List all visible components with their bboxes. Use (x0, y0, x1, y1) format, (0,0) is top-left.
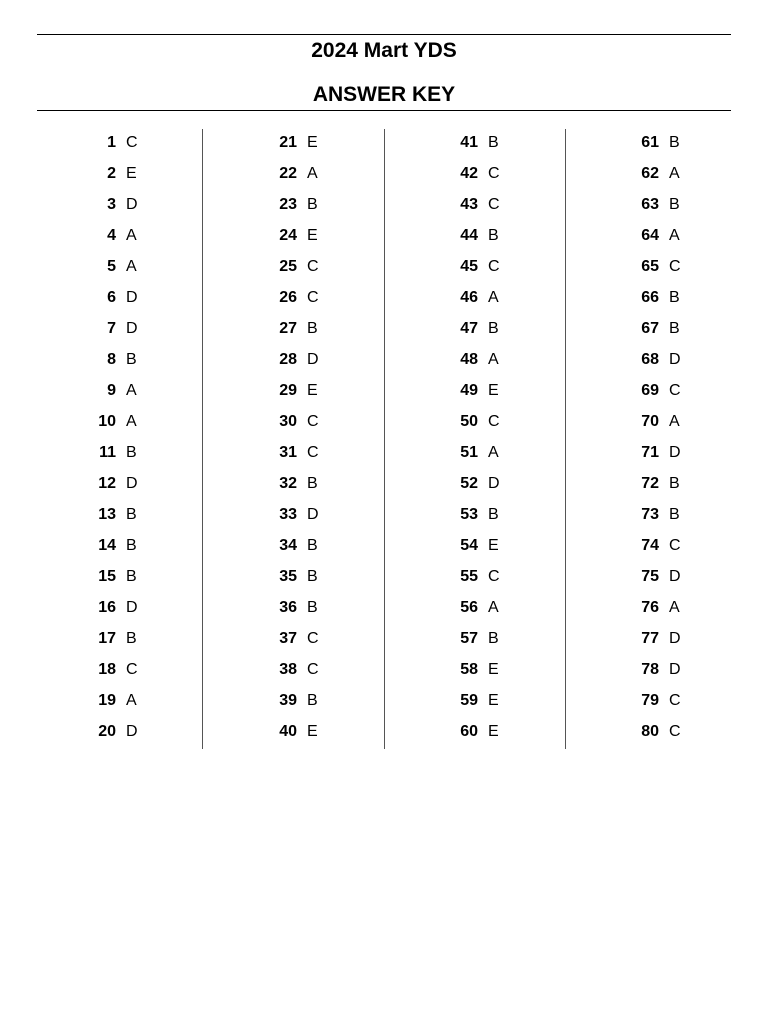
answer-letter: B (488, 134, 499, 151)
answer-letter: D (126, 196, 138, 213)
answer-row (203, 716, 384, 747)
answer-row (565, 158, 746, 189)
answer-letter: D (669, 630, 681, 647)
answer-letter: A (669, 599, 680, 616)
answer-row (22, 282, 203, 313)
question-number: 8 (107, 351, 116, 368)
question-number: 4 (107, 227, 116, 244)
answer-row (22, 127, 203, 158)
question-number: 79 (641, 692, 659, 709)
answer-letter: E (307, 382, 318, 399)
question-number: 39 (279, 692, 297, 709)
question-number: 7 (107, 320, 116, 337)
answer-letter: D (307, 506, 319, 523)
question-number: 31 (279, 444, 297, 461)
question-number: 23 (279, 196, 297, 213)
answer-row (384, 685, 565, 716)
answer-letter: D (669, 351, 681, 368)
question-number: 59 (460, 692, 478, 709)
answer-letter: A (307, 165, 318, 182)
answer-row (22, 623, 203, 654)
answer-row (565, 313, 746, 344)
question-number: 52 (460, 475, 478, 492)
question-number: 49 (460, 382, 478, 399)
question-number: 53 (460, 506, 478, 523)
answer-letter: B (126, 351, 137, 368)
answer-row (203, 437, 384, 468)
answer-row (22, 654, 203, 685)
answer-letter: B (307, 537, 318, 554)
question-number: 12 (98, 475, 116, 492)
answer-letter: A (126, 227, 137, 244)
question-number: 2 (107, 165, 116, 182)
answer-letter: D (669, 444, 681, 461)
answer-row (22, 344, 203, 375)
question-number: 19 (98, 692, 116, 709)
answer-row (565, 220, 746, 251)
answer-letter: C (669, 692, 681, 709)
answer-letter: B (488, 506, 499, 523)
question-number: 6 (107, 289, 116, 306)
question-number: 60 (460, 723, 478, 740)
answer-row (565, 654, 746, 685)
answer-letter: A (126, 382, 137, 399)
answer-row (565, 127, 746, 158)
question-number: 80 (641, 723, 659, 740)
answer-letter: A (669, 227, 680, 244)
column-divider (565, 129, 566, 749)
question-number: 25 (279, 258, 297, 275)
answer-letter: E (307, 227, 318, 244)
answer-row (203, 561, 384, 592)
answer-letter: C (307, 289, 319, 306)
question-number: 18 (98, 661, 116, 678)
answer-row (565, 437, 746, 468)
answer-row (565, 499, 746, 530)
answer-letter: E (488, 661, 499, 678)
question-number: 55 (460, 568, 478, 585)
answer-letter: A (126, 258, 137, 275)
answer-row (384, 561, 565, 592)
question-number: 15 (98, 568, 116, 585)
question-number: 32 (279, 475, 297, 492)
answer-row (565, 406, 746, 437)
answer-column-1 (22, 127, 203, 749)
answer-row (22, 437, 203, 468)
question-number: 74 (641, 537, 659, 554)
answer-row (203, 220, 384, 251)
answer-letter: C (488, 568, 500, 585)
answer-letter: E (126, 165, 137, 182)
question-number: 77 (641, 630, 659, 647)
question-number: 22 (279, 165, 297, 182)
answer-letter: C (307, 444, 319, 461)
answer-letter: C (126, 134, 138, 151)
answer-letter: C (669, 258, 681, 275)
question-number: 48 (460, 351, 478, 368)
question-number: 76 (641, 599, 659, 616)
answer-letter: C (488, 165, 500, 182)
question-number: 36 (279, 599, 297, 616)
answer-letter: D (126, 723, 138, 740)
answer-column-4 (565, 127, 746, 749)
answer-row (384, 344, 565, 375)
answer-letter: B (307, 320, 318, 337)
answer-row (22, 499, 203, 530)
question-number: 57 (460, 630, 478, 647)
answer-row (384, 468, 565, 499)
question-number: 24 (279, 227, 297, 244)
answer-row (565, 251, 746, 282)
column-divider (384, 129, 385, 749)
answer-letter: C (307, 661, 319, 678)
answer-row (565, 344, 746, 375)
answer-row (22, 685, 203, 716)
answer-row (22, 220, 203, 251)
answer-letter: A (126, 692, 137, 709)
question-number: 16 (98, 599, 116, 616)
answer-letter: D (488, 475, 500, 492)
question-number: 62 (641, 165, 659, 182)
question-number: 51 (460, 444, 478, 461)
answer-row (203, 530, 384, 561)
answer-row (203, 344, 384, 375)
question-number: 20 (98, 723, 116, 740)
answer-row (384, 282, 565, 313)
question-number: 72 (641, 475, 659, 492)
question-number: 67 (641, 320, 659, 337)
page-title: 2024 Mart YDS (311, 39, 457, 62)
answer-row (203, 158, 384, 189)
answer-row (565, 716, 746, 747)
answer-row (384, 437, 565, 468)
answer-letter: E (488, 382, 499, 399)
answer-row (203, 282, 384, 313)
answer-row (203, 406, 384, 437)
answer-row (384, 158, 565, 189)
question-number: 38 (279, 661, 297, 678)
answer-letter: B (126, 630, 137, 647)
question-number: 11 (99, 444, 116, 461)
question-number: 71 (641, 444, 659, 461)
question-number: 28 (279, 351, 297, 368)
answer-letter: A (488, 599, 499, 616)
answer-row (203, 375, 384, 406)
answer-letter: B (307, 692, 318, 709)
answer-letter: A (126, 413, 137, 430)
question-number: 3 (107, 196, 116, 213)
answer-row (22, 375, 203, 406)
answer-row (203, 251, 384, 282)
answer-letter: B (126, 568, 137, 585)
answer-column-3 (384, 127, 565, 749)
answer-letter: B (126, 506, 137, 523)
answer-letter: B (488, 227, 499, 244)
answer-letter: A (488, 351, 499, 368)
answer-letter: E (488, 723, 499, 740)
answer-row (203, 592, 384, 623)
question-number: 45 (460, 258, 478, 275)
answer-letter: B (307, 599, 318, 616)
question-number: 75 (641, 568, 659, 585)
answer-letter: E (307, 723, 318, 740)
answer-row (203, 189, 384, 220)
answer-row (22, 189, 203, 220)
question-number: 21 (279, 134, 297, 151)
answer-letter: B (488, 320, 499, 337)
answer-letter: C (669, 537, 681, 554)
answer-letter: C (669, 382, 681, 399)
question-number: 35 (279, 568, 297, 585)
answer-row (22, 468, 203, 499)
answer-row (565, 530, 746, 561)
answer-row (565, 592, 746, 623)
question-number: 61 (641, 134, 659, 151)
answer-row (384, 623, 565, 654)
question-number: 41 (460, 134, 478, 151)
answer-row (565, 623, 746, 654)
answer-row (22, 158, 203, 189)
answer-row (203, 654, 384, 685)
answer-letter: A (488, 444, 499, 461)
answer-letter: B (669, 506, 680, 523)
page-subtitle: ANSWER KEY (312, 83, 456, 106)
answer-letter: A (488, 289, 499, 306)
answer-letter: C (488, 196, 500, 213)
answer-letter: B (126, 537, 137, 554)
answer-row (203, 313, 384, 344)
answer-row (565, 685, 746, 716)
answer-row (22, 592, 203, 623)
answer-letter: D (126, 599, 138, 616)
answer-column-2 (203, 127, 384, 749)
question-number: 43 (460, 196, 478, 213)
answer-letter: E (488, 537, 499, 554)
answer-letter: B (669, 320, 680, 337)
question-number: 37 (279, 630, 297, 647)
answer-row (384, 530, 565, 561)
question-number: 69 (641, 382, 659, 399)
answer-letter: B (669, 196, 680, 213)
answer-row (203, 685, 384, 716)
answer-row (22, 530, 203, 561)
answer-letter: A (669, 413, 680, 430)
answer-letter: E (488, 692, 499, 709)
answer-letter: D (126, 289, 138, 306)
question-number: 54 (460, 537, 478, 554)
question-number: 73 (641, 506, 659, 523)
question-number: 27 (279, 320, 297, 337)
question-number: 5 (107, 258, 116, 275)
answer-letter: B (126, 444, 137, 461)
answer-letter: E (307, 134, 318, 151)
answer-row (384, 592, 565, 623)
answer-row (22, 561, 203, 592)
answer-row (22, 313, 203, 344)
answer-row (384, 654, 565, 685)
answer-row (203, 468, 384, 499)
question-number: 13 (98, 506, 116, 523)
answer-letter: B (669, 134, 680, 151)
answer-letter: B (307, 196, 318, 213)
header-bottom-rule (37, 110, 731, 111)
answer-letter: C (307, 413, 319, 430)
answer-letter: B (669, 475, 680, 492)
top-rule (37, 34, 731, 35)
answer-letter: A (669, 165, 680, 182)
question-number: 46 (460, 289, 478, 306)
question-number: 14 (98, 537, 116, 554)
answer-row (384, 375, 565, 406)
question-number: 47 (460, 320, 478, 337)
answer-letter: D (126, 475, 138, 492)
question-number: 66 (641, 289, 659, 306)
question-number: 26 (279, 289, 297, 306)
question-number: 34 (279, 537, 297, 554)
question-number: 68 (641, 351, 659, 368)
answer-row (203, 623, 384, 654)
answer-letter: D (669, 568, 681, 585)
answer-row (384, 127, 565, 158)
answer-letter: B (488, 630, 499, 647)
answer-letter: D (126, 320, 138, 337)
question-number: 17 (98, 630, 116, 647)
answer-letter: D (669, 661, 681, 678)
answer-row (384, 499, 565, 530)
answer-row (22, 251, 203, 282)
question-number: 78 (641, 661, 659, 678)
question-number: 64 (641, 227, 659, 244)
question-number: 50 (460, 413, 478, 430)
answer-row (22, 406, 203, 437)
question-number: 9 (107, 382, 116, 399)
answer-row (384, 220, 565, 251)
question-number: 30 (279, 413, 297, 430)
answer-letter: C (307, 258, 319, 275)
answer-letter: C (488, 413, 500, 430)
question-number: 40 (279, 723, 297, 740)
answer-letter: B (307, 568, 318, 585)
question-number: 33 (279, 506, 297, 523)
answer-row (565, 189, 746, 220)
answer-row (203, 127, 384, 158)
question-number: 63 (641, 196, 659, 213)
question-number: 70 (641, 413, 659, 430)
answer-letter: C (126, 661, 138, 678)
answer-row (565, 282, 746, 313)
answer-row (565, 561, 746, 592)
question-number: 65 (641, 258, 659, 275)
answer-row (384, 716, 565, 747)
answer-letter: C (488, 258, 500, 275)
column-divider (202, 129, 203, 749)
answer-row (22, 716, 203, 747)
answer-letter: C (669, 723, 681, 740)
answer-row (203, 499, 384, 530)
question-number: 10 (98, 413, 116, 430)
answer-letter: B (307, 475, 318, 492)
answer-row (384, 406, 565, 437)
answer-letter: D (307, 351, 319, 368)
question-number: 42 (460, 165, 478, 182)
question-number: 58 (460, 661, 478, 678)
question-number: 56 (460, 599, 478, 616)
question-number: 29 (279, 382, 297, 399)
answer-row (384, 189, 565, 220)
question-number: 44 (460, 227, 478, 244)
answer-letter: C (307, 630, 319, 647)
answer-letter: B (669, 289, 680, 306)
answer-row (384, 313, 565, 344)
answer-row (565, 468, 746, 499)
answer-row (565, 375, 746, 406)
question-number: 1 (107, 134, 116, 151)
answer-row (384, 251, 565, 282)
